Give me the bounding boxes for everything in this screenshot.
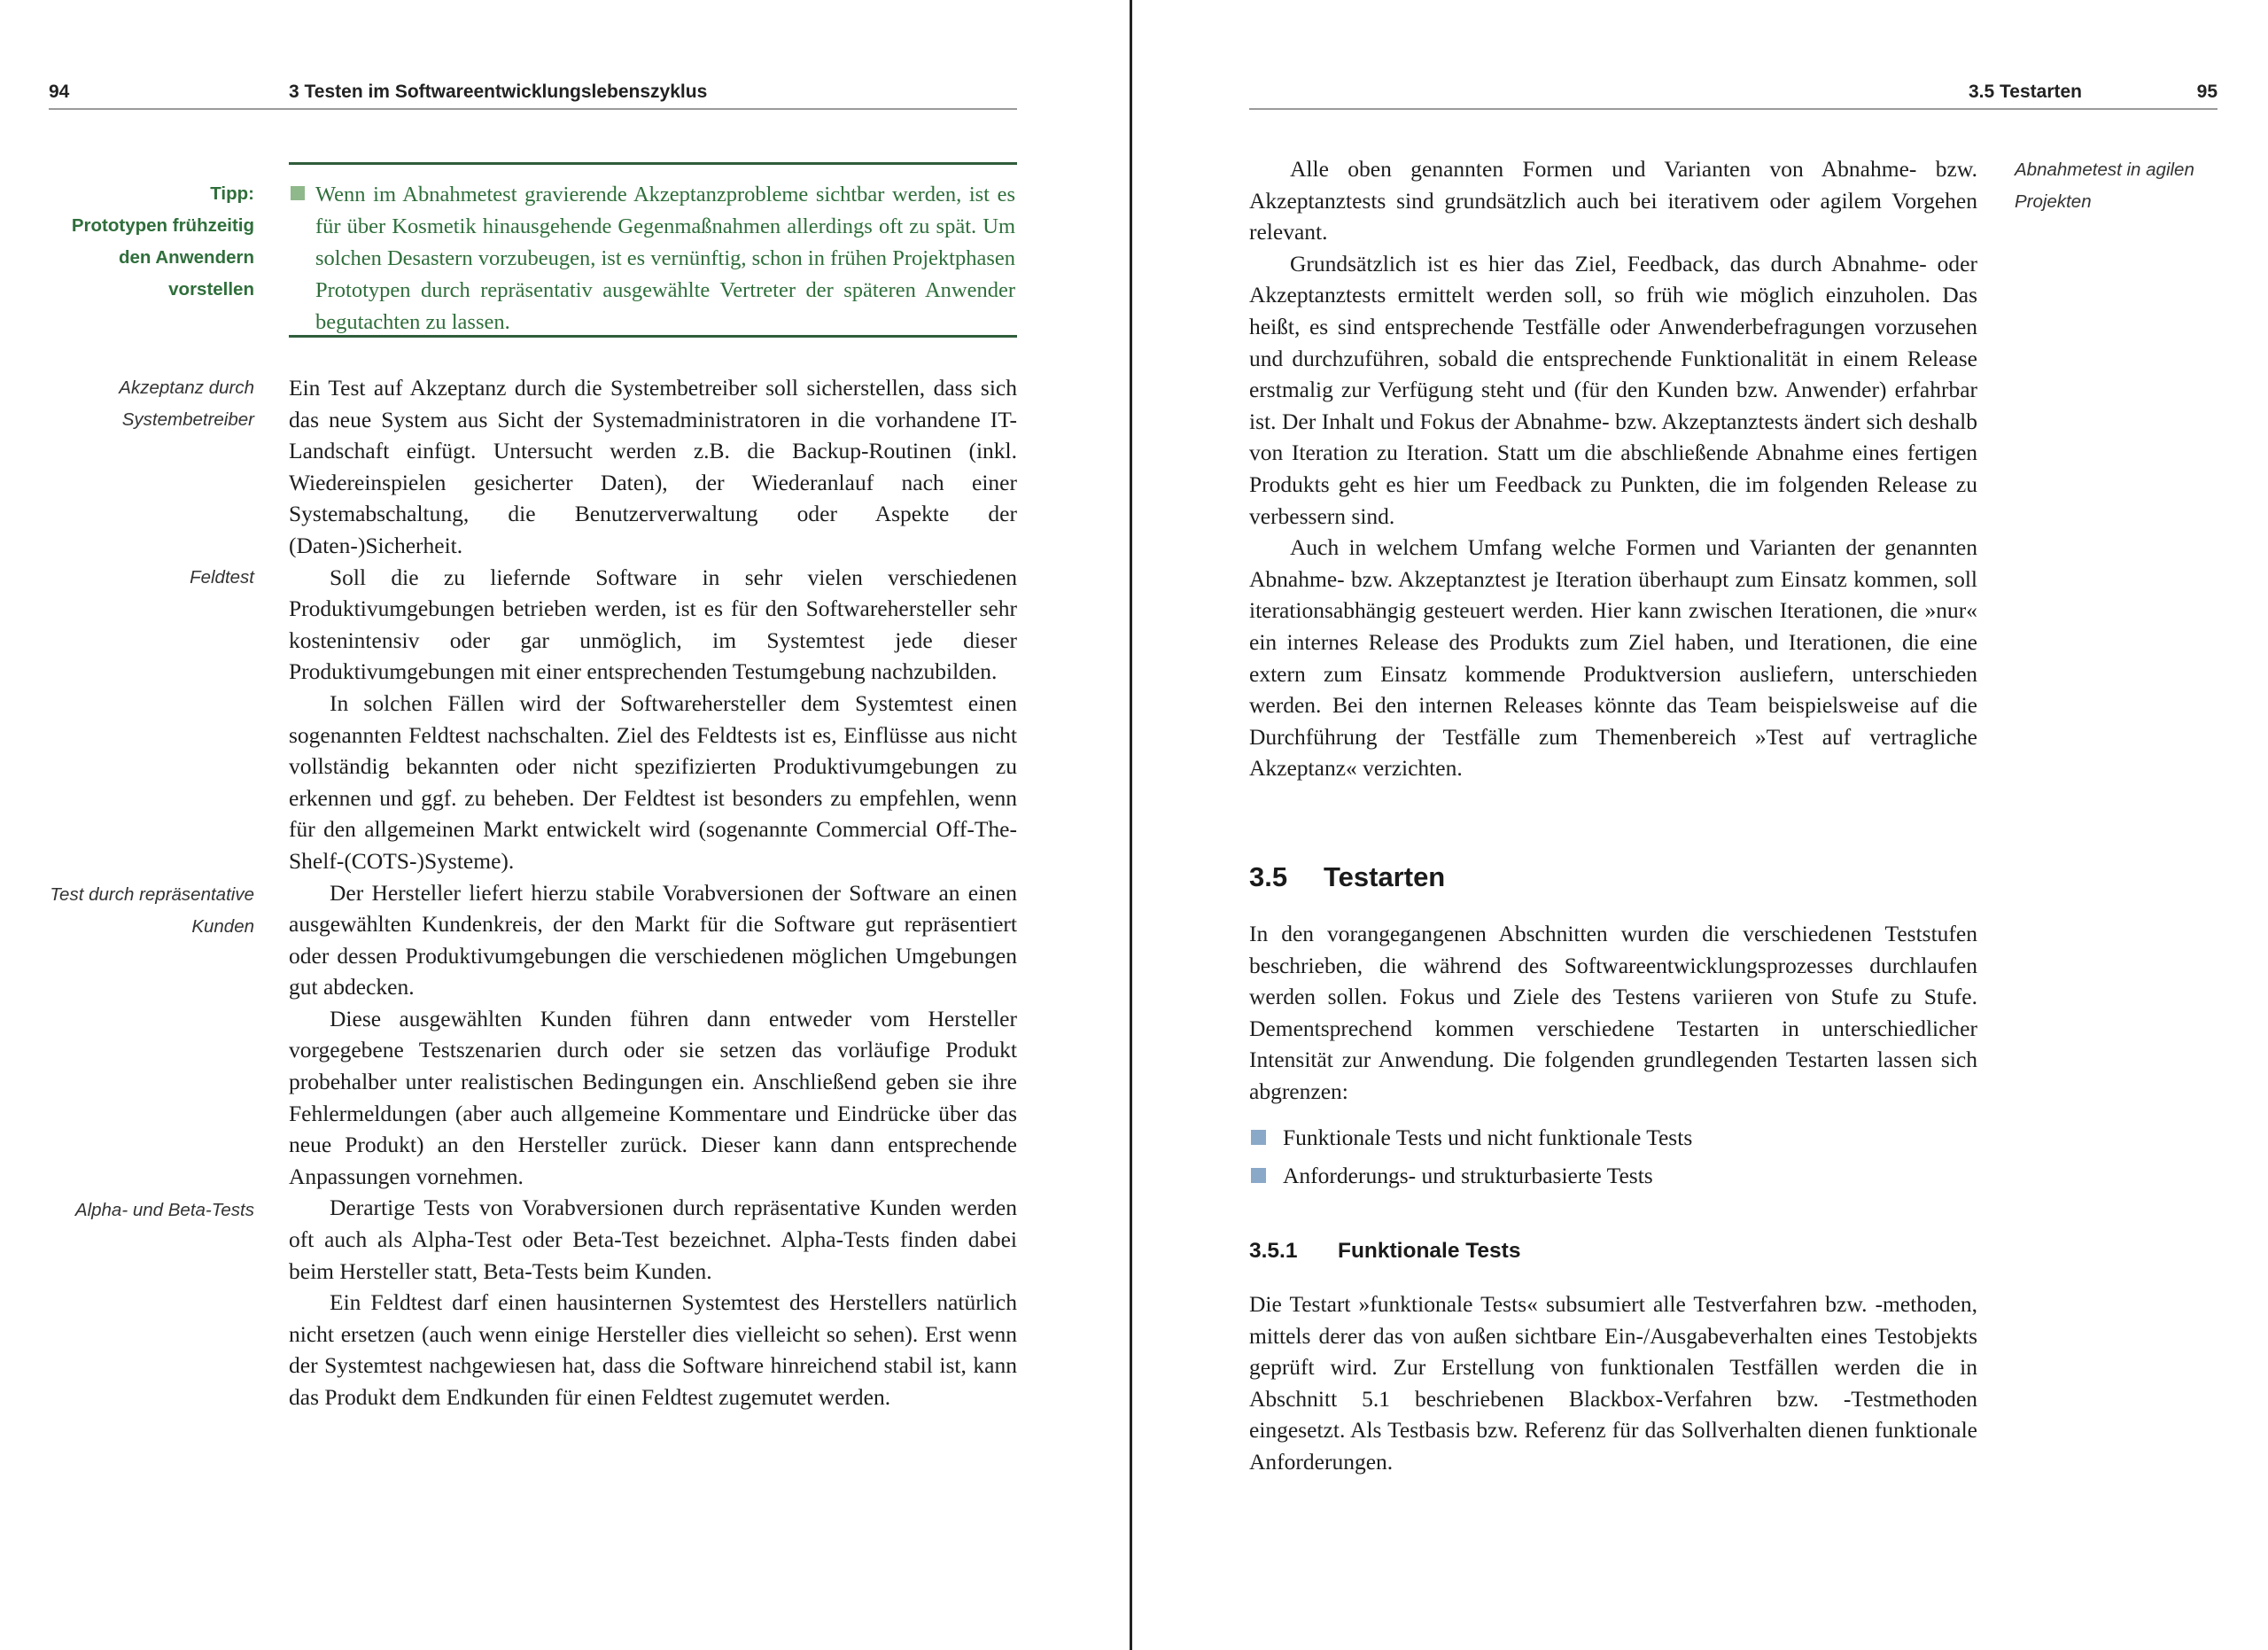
margin-note-repraesentativ: Test durch repräsentative Kunden <box>50 884 254 937</box>
bullet-list <box>1249 1122 1976 1198</box>
section-number: 3.5 <box>1249 861 1288 892</box>
paragraph: Die Testart »funktionale Tests« subsumiert alle Testverfahren bzw. -methoden, mittels derer das von außen sichtbare Ein-/Ausgabeverhalten eines Testobjekts geprüft wird. Zur Erstellung von funktionalen Testfällen werden die in Abschnitt 5.1 beschriebenen Blackbox-Verfahren bzw. -Testmethoden eingesetzt. Als Testbasis bzw. Referenz für das Sollverhalten dienen funktionale Anforderungen. <box>1249 1291 1977 1475</box>
paragraph: Der Hersteller liefert hierzu stabile Vorabversionen der Software an einen ausgewählten Kundenkreis, der den Markt für die Software gut repräsentiert oder dessen Produktivumgebungen die verschiedenen möglichen Umgebungen gut abdecken. <box>289 879 1017 1000</box>
paragraph: Soll die zu liefernde Software in sehr vielen verschiedenen Produktivumgebungen betrieben werden, ist es für den Softwarehersteller sehr kostenintensiv oder gar unmöglich, im Systemtest jede dieser Produktivumgebungen mit einer entsprechenden Testumgebung nachzubilden. <box>289 564 1017 685</box>
margin-note-feldtest: Feldtest <box>190 567 254 588</box>
bullet-square-icon <box>1251 1130 1266 1145</box>
right-body-text-top <box>1249 153 1977 784</box>
section-intro <box>1249 918 1977 1108</box>
tip-square-icon <box>291 186 305 200</box>
subsection-text <box>1249 1288 1977 1478</box>
paragraph: Ein Test auf Akzeptanz durch die Systembetreiber soll sicherstellen, dass sich das neue System aus Sicht der Systemadministratoren in die vorhandene IT-Landschaft einfügt. Untersucht werden z.B. die Backup-Routinen (inkl. Wiedereinspielen gesicherter Daten), der Wiederanlauf nach einer Systemabschaltung, die Benutzerverwaltung oder Aspekte der (Daten-)Sicherheit. <box>289 375 1017 558</box>
paragraph: Grundsätzlich ist es hier das Ziel, Feedback, das durch Abnahme- oder Akzeptanztests ermittelt werden soll, so früh wie möglich einzuholen. Das heißt, es sind entsprechende Testfälle oder Anwenderbefragungen vorzusehen und durchzuführen, sobald die entsprechende Funktionalität in einem Release erstmalig zur Verfügung steht und (für den Kunden bzw. Anwender) erfahrbar ist. Der Inhalt und Fokus der Abnahme- bzw. Akzeptanztests ändert sich deshalb von Iteration zu Iteration. Statt um die abschließende Abnahme eines fertigen Produkts geht es hier um Feedback zu Punkten, die im folgenden Release zu verbessern sind. <box>1249 250 1977 529</box>
paragraph: In den vorangegangenen Abschnitten wurden die verschiedenen Teststufen beschrieben, die während des Softwareentwicklungsprozesses durchlaufen werden sollen. Fokus und Ziele des Testens variieren von Stufe zu Stufe. Dementsprechend kommen verschiedene Testarten in unterschiedlicher Intensität zur Anwendung. Die folgenden grundlegenden Testarten lassen sich abgrenzen: <box>1249 921 1977 1104</box>
paragraph: In solchen Fällen wird der Softwarehersteller dem Systemtest einen sogenannten Feldtest nachschalten. Ziel des Feldtests ist es, Einflüsse aus nicht vollständig bekannten oder nicht spezifizierten Produktivumgebungen zu erkennen und ggf. zu beheben. Der Feldtest ist besonders zu empfehlen, wenn für den allgemeinen Markt entwickelt wird (sogenannte Commercial Off-The-Shelf-(COTS-)Systeme). <box>289 689 1017 874</box>
subsection-heading <box>1249 1239 1520 1264</box>
paragraph: Diese ausgewählten Kunden führen dann entweder vom Hersteller vorgegebene Testszenarien durch oder sie setzen das vorläufige Produkt probehalber unter realistischen Bedingungen ein. Anschließend geben sie ihre Fehlermeldungen (aber auch allgemeine Kommentare und Eindrücke über das neue Produkt) an den Hersteller zurück. Dieser kann dann entsprechende Anpassungen vornehmen. <box>289 1005 1017 1189</box>
paragraph: Ein Feldtest darf einen hausinternen Systemtest des Herstellers natürlich nicht ersetzen (auch wenn einige Hersteller dies vielleicht so sehen). Erst wenn der Systemtest nachgewiesen hat, dass die Software hinreichend stabil ist, kann das Produkt dem Endkunden für einen Feldtest zugemutet werden. <box>289 1289 1017 1410</box>
left-page <box>0 0 1132 1650</box>
left-body-text <box>289 372 1017 1413</box>
paragraph: Auch in welchem Umfang welche Formen und Varianten der genannten Abnahme- bzw. Akzeptanztest je Iteration überhaupt zum Einsatz kommen, soll iterationsabhängig gesteuert werden. Hier kann zwischen Iterationen, die »nur« ein internes Release des Produkts zum Ziel haben, und Iterationen, die eine extern zum Einsatz kommende Produktversion ausliefern, unterschieden werden. Bei den internen Releases könnte das Team beispielsweise auf die Durchführung der Testfälle zum Themenbereich »Test auf vertragliche Akzeptanz« verzichten. <box>1249 534 1977 782</box>
list-item: Funktionale Tests und nicht funktionale Tests <box>1249 1122 1976 1160</box>
subsection-title: Funktionale Tests <box>1338 1239 1521 1263</box>
chapter-title: 3 Testen im Softwareentwicklungslebenszyklus <box>289 82 708 102</box>
page-number: 95 <box>2196 82 2218 102</box>
margin-note-agile: Abnahmetest in agilen Projekten <box>2015 160 2194 212</box>
section-heading <box>1249 861 1445 893</box>
section-header: 3.5 Testarten <box>1969 82 2082 102</box>
right-page <box>1135 0 2268 1650</box>
paragraph: Alle oben genannten Formen und Varianten von Abnahme- bzw. Akzeptanztests sind grundsätzlich auch bei iterativem oder agilem Vorgehen relevant. <box>1249 156 1977 245</box>
tip-label: Tipp: Prototypen frühzeitig den Anwendern vorstellen <box>71 183 254 300</box>
right-running-header <box>1249 80 2218 110</box>
subsection-number: 3.5.1 <box>1249 1239 1298 1263</box>
page-number: 94 <box>49 82 70 102</box>
margin-note-akzeptanz: Akzeptanz durch Systembetreiber <box>119 377 254 430</box>
tip-text: Wenn im Abnahmetest gravierende Akzeptanzprobleme sichtbar werden, ist es für über Kosmetik hinausgehende Gegenmaßnahmen allerdings oft zu spät. Um solchen Desastern vorzubeugen, ist es vernünftig, schon in frühen Projektphasen Prototypen durch repräsentativ ausgewählte Vertreter der späteren Anwender begutachten zu lassen. <box>315 183 1015 334</box>
paragraph: Derartige Tests von Vorabversionen durch repräsentative Kunden werden oft auch als Alpha-Test oder Beta-Test bezeichnet. Alpha-Tests finden dabei beim Hersteller statt, Beta-Tests beim Kunden. <box>289 1195 1017 1284</box>
bullet-square-icon <box>1251 1168 1266 1183</box>
list-item: Anforderungs- und strukturbasierte Tests <box>1249 1160 1976 1198</box>
left-running-header <box>49 80 1017 110</box>
tip-box <box>289 162 1017 338</box>
margin-note-alpha-beta: Alpha- und Beta-Tests <box>74 1200 254 1220</box>
section-title: Testarten <box>1324 861 1446 892</box>
